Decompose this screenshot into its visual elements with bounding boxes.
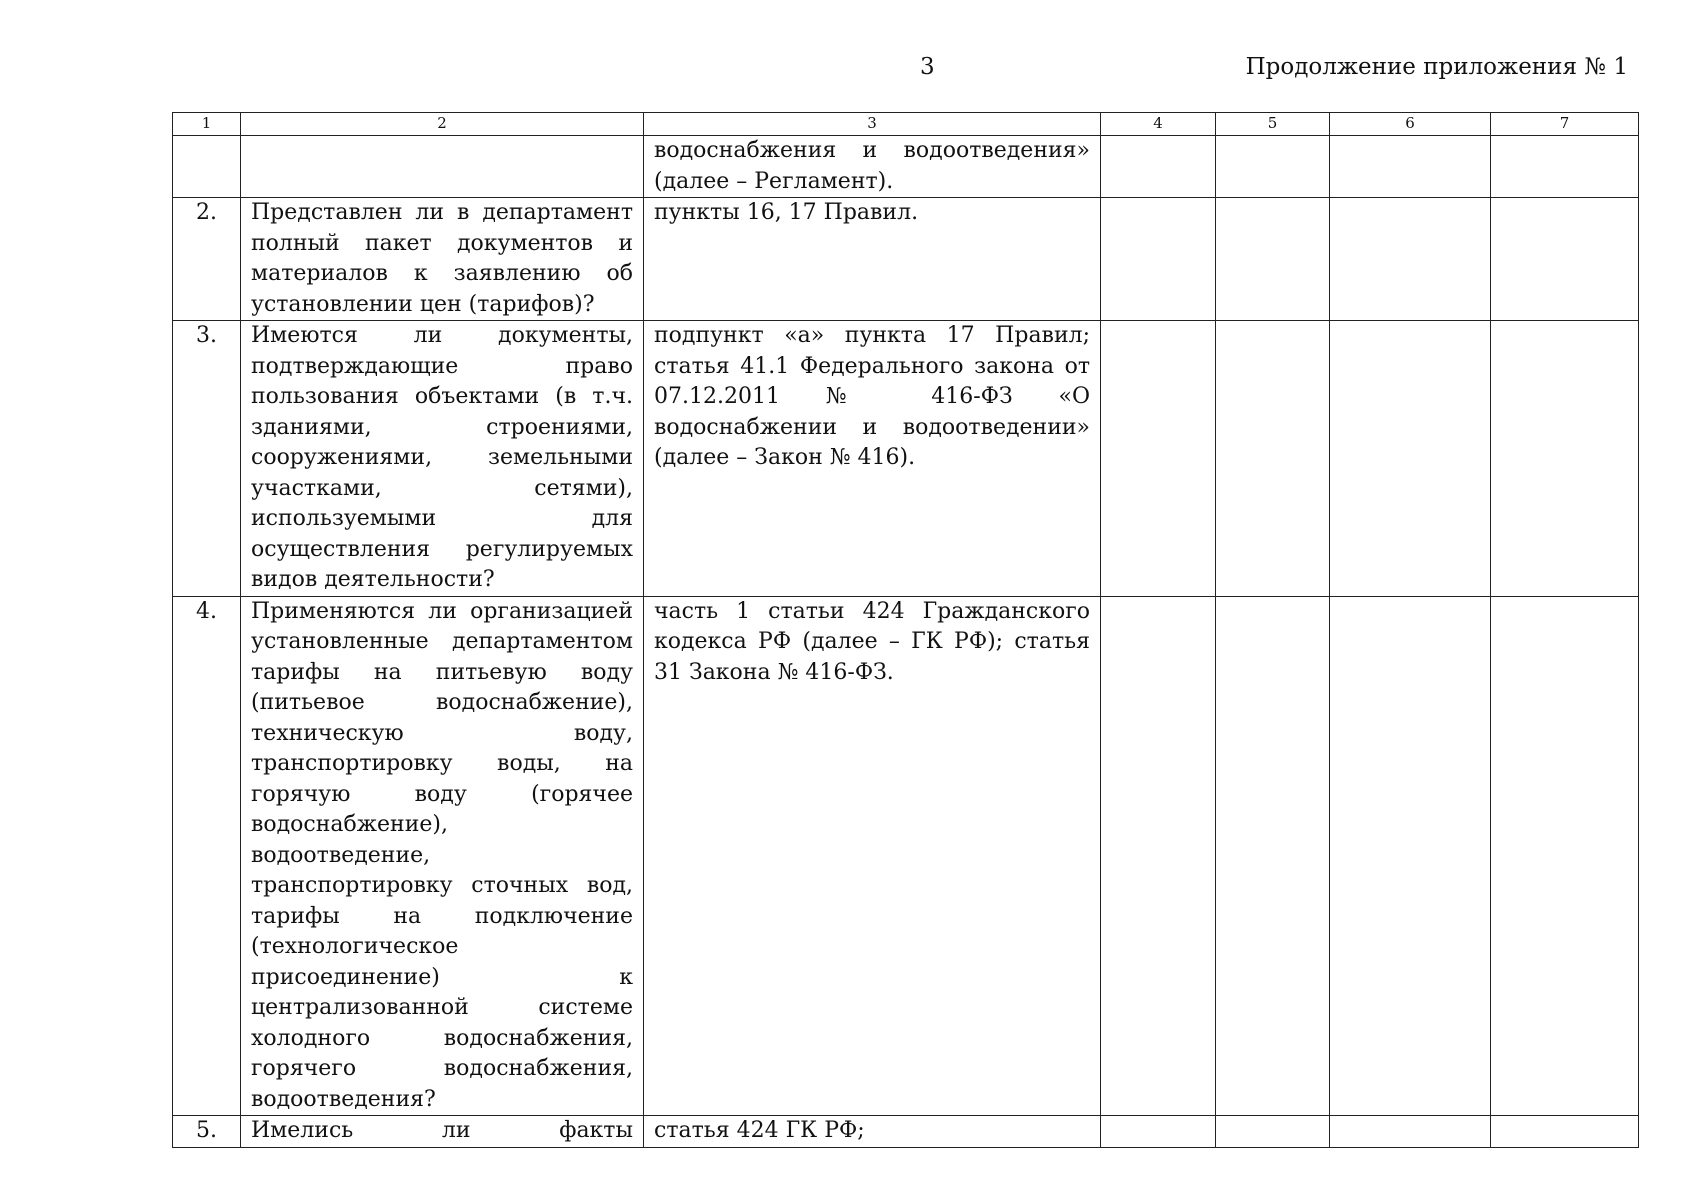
- column-header: 4: [1101, 113, 1216, 136]
- empty-cell: [1216, 1116, 1330, 1148]
- empty-cell: [1330, 321, 1491, 597]
- question-cell: [241, 1116, 644, 1148]
- page-number: 3: [920, 54, 935, 80]
- column-header: 1: [173, 113, 241, 136]
- row-number: 5.: [173, 1116, 241, 1148]
- legal-basis-cell: пункты 16, 17 Правил.: [644, 198, 1101, 321]
- empty-cell: [1101, 1116, 1216, 1148]
- question-cell: Применяются ли организацией установленные департаментом тарифы на питьевую воду (питьевое водоснабжение), техническую воду, транспортировку воды, на горячую воду (горячее водоснабжение), водоотведение, транспортировку сточных вод, тарифы на подключение (технологическое присоединение) к централизованной системе холодного водоснабжения, горячего водоснабжения, водоотведения?: [241, 596, 644, 1116]
- checklist-table: [172, 112, 1639, 1148]
- empty-cell: [1491, 1116, 1639, 1148]
- empty-cell: [1491, 136, 1639, 198]
- empty-cell: [1216, 596, 1330, 1116]
- table-row: [173, 136, 1639, 198]
- table-row: [173, 198, 1639, 321]
- empty-cell: [1330, 136, 1491, 198]
- empty-cell: [1216, 198, 1330, 321]
- legal-basis-cell: водоснабжения и водоотведения» (далее – Регламент).: [644, 136, 1101, 198]
- table-row: [173, 1116, 1639, 1148]
- row-number: 4.: [173, 596, 241, 1116]
- empty-cell: [1491, 596, 1639, 1116]
- row-number: 2.: [173, 198, 241, 321]
- table-row: [173, 596, 1639, 1116]
- question-text: Имелись ли факты: [251, 1118, 633, 1143]
- empty-cell: [1101, 136, 1216, 198]
- column-header: 6: [1330, 113, 1491, 136]
- column-header: 3: [644, 113, 1101, 136]
- legal-basis-cell: подпункт «а» пункта 17 Правил; статья 41.1 Федерального закона от 07.12.2011 № 416-ФЗ «О водоснабжении и водоотведении» (далее – Закон № 416).: [644, 321, 1101, 597]
- column-header: 7: [1491, 113, 1639, 136]
- empty-cell: [1491, 198, 1639, 321]
- empty-cell: [1216, 136, 1330, 198]
- row-number: 3.: [173, 321, 241, 597]
- legal-basis-cell: часть 1 статьи 424 Гражданского кодекса РФ (далее – ГК РФ); статья 31 Закона № 416-ФЗ.: [644, 596, 1101, 1116]
- question-cell: [241, 136, 644, 198]
- empty-cell: [1491, 321, 1639, 597]
- empty-cell: [1101, 321, 1216, 597]
- column-header: 5: [1216, 113, 1330, 136]
- question-cell: Имеются ли документы, подтверждающие право пользования объектами (в т.ч. зданиями, строениями, сооружениями, земельными участками, сетями), используемыми для осуществления регулируемых видов деятельности?: [241, 321, 644, 597]
- empty-cell: [1101, 596, 1216, 1116]
- column-header: 2: [241, 113, 644, 136]
- table-row: [173, 321, 1639, 597]
- question-cell: Представлен ли в департамент полный пакет документов и материалов к заявлению об установлении цен (тарифов)?: [241, 198, 644, 321]
- appendix-label: Продолжение приложения № 1: [1245, 54, 1628, 80]
- empty-cell: [1330, 198, 1491, 321]
- row-number: [173, 136, 241, 198]
- legal-basis-cell: статья 424 ГК РФ;: [644, 1116, 1101, 1148]
- column-number-row: [173, 113, 1639, 136]
- empty-cell: [1330, 596, 1491, 1116]
- empty-cell: [1330, 1116, 1491, 1148]
- empty-cell: [1101, 198, 1216, 321]
- empty-cell: [1216, 321, 1330, 597]
